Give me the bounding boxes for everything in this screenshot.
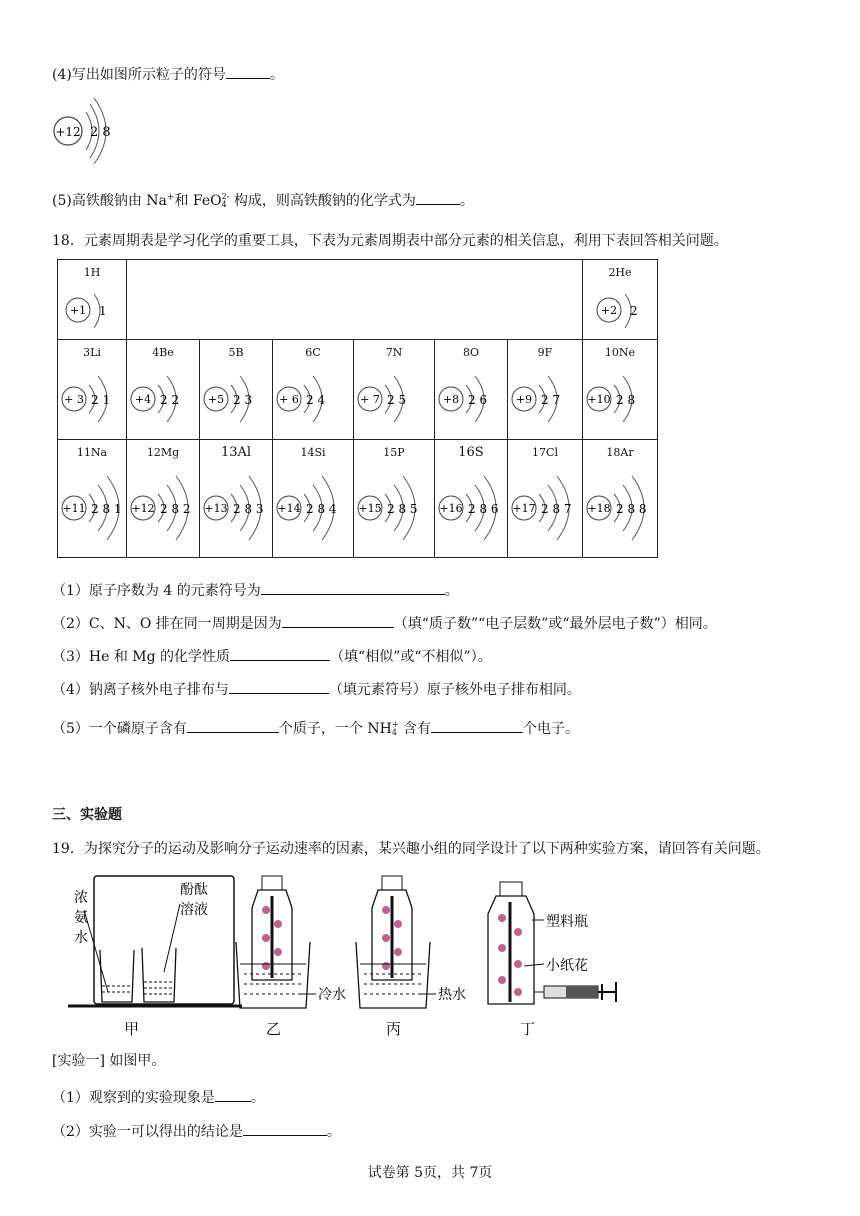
text: （填“质子数”“电子层数”或“最外层电子数”）相同。: [393, 616, 717, 632]
empty-cell: [127, 260, 583, 340]
element-cell: [583, 340, 658, 440]
nucleus-label: +8: [442, 393, 460, 406]
svg-text:1: 1: [99, 304, 107, 318]
atom-diagram: [584, 466, 654, 550]
nucleus-label: +11: [62, 502, 86, 515]
text: （4）钠离子核外电子排布与: [52, 682, 229, 698]
q18-1: [52, 580, 459, 600]
element-cell: [58, 260, 127, 340]
element-cell: [200, 340, 273, 440]
answer-blank[interactable]: [416, 192, 460, 205]
element-name: 18Ar: [606, 446, 634, 459]
answer-blank[interactable]: [230, 648, 330, 661]
text: （1）观察到的实验现象是: [52, 1090, 215, 1106]
atom-diagram: [584, 366, 654, 432]
text: （填元素符号）原子核外电子排布相同。: [328, 682, 581, 698]
svg-text:2: 2: [630, 304, 638, 318]
section-title: 三、实验题: [52, 807, 122, 823]
label-ammonia-1: 浓: [74, 890, 88, 906]
nucleus-label: +12: [131, 502, 155, 515]
apparatus-jia: [68, 876, 242, 1038]
nucleus-label: +15: [358, 502, 382, 515]
shell-labels: 2 8: [90, 125, 111, 140]
apparatus-bing: [356, 876, 466, 1038]
nucleus-label: +18: [587, 502, 611, 515]
nucleus-label: +4: [134, 393, 152, 406]
text: （2）C、N、O 排在同一周期是因为: [52, 616, 282, 632]
atom-diagram: [59, 466, 123, 550]
electron-labels: 2 8 8: [616, 502, 647, 516]
label-jia: 甲: [124, 1020, 140, 1038]
q18-5: [52, 718, 579, 738]
svg-text:+1: +1: [69, 304, 87, 317]
element-cell: [508, 340, 583, 440]
element-name: 17Cl: [532, 446, 558, 459]
nucleus-label: +9: [515, 393, 533, 406]
element-cell: [127, 440, 200, 558]
element-name: 4Be: [152, 346, 174, 359]
text: （1）原子序数为 4 的元素符号为: [52, 583, 261, 599]
element-name: 16S: [458, 445, 484, 460]
q19-stem: 19．为探究分子的运动及影响分子运动速率的因素，某兴趣小组的同学设计了以下两种实验方案，请回答有关问题。: [52, 841, 770, 857]
nucleus-label: +14: [277, 502, 301, 515]
punct: 。: [269, 67, 284, 83]
atom-diagram: [201, 466, 269, 550]
punct: 。: [459, 193, 474, 209]
text: （填“相似”或“不相似”）。: [330, 649, 492, 665]
q17-4-text: [52, 64, 284, 84]
element-cell: [508, 440, 583, 558]
q18-4: [52, 679, 581, 699]
element-cell: [58, 340, 127, 440]
label-plastic-bottle: 塑料瓶: [546, 914, 588, 930]
punct: 。: [250, 1090, 265, 1106]
element-name: 11Na: [76, 446, 108, 459]
superscript: +: [166, 192, 175, 203]
element-name: 13Al: [220, 445, 252, 460]
text: 和 FeO: [174, 193, 222, 209]
label-phenol-2: 溶液: [180, 902, 208, 918]
label-phenol-1: 酚酞: [180, 882, 208, 898]
exp1-q1: [52, 1087, 265, 1107]
atom-diagram: [62, 286, 122, 336]
page-footer: 试卷第 5页，共 7页: [367, 1165, 493, 1181]
apparatus-ding: [488, 882, 616, 1038]
element-name: 15P: [383, 446, 405, 459]
nucleus-label: +16: [439, 502, 463, 515]
electron-labels: 2 8 6: [468, 502, 499, 516]
question-text: (4)写出如图所示粒子的符号: [52, 67, 226, 83]
electron-labels: 2 3: [233, 393, 253, 407]
atom-diagram: [355, 366, 431, 432]
nucleus-label: +10: [587, 393, 611, 406]
electron-labels: 2 6: [468, 393, 488, 407]
nucleus-label: + 3: [64, 393, 84, 406]
element-cell: [435, 440, 508, 558]
label-paper-flower: 小纸花: [546, 958, 588, 974]
element-name: 7N: [385, 346, 403, 359]
element-cell: [200, 440, 273, 558]
electron-labels: 2 8 1: [91, 502, 122, 516]
atom-diagram: [436, 466, 504, 550]
periodic-table: [57, 259, 658, 558]
text: （3）He 和 Mg 的化学性质: [52, 649, 231, 665]
element-cell: [273, 440, 354, 558]
superscript: 2-: [221, 192, 230, 201]
answer-blank[interactable]: [187, 720, 279, 733]
text: (5)高铁酸钠由 Na: [52, 193, 167, 209]
text: 含有: [398, 721, 431, 737]
electron-labels: 2 5: [387, 393, 407, 407]
answer-blank[interactable]: [431, 720, 523, 733]
element-name: 1H: [83, 266, 101, 279]
atom-diagram: [128, 466, 196, 550]
element-cell: [354, 440, 435, 558]
element-name: 14Si: [300, 446, 326, 459]
atom-diagram: [128, 366, 196, 432]
answer-blank[interactable]: [282, 615, 394, 628]
label-ammonia-3: 水: [74, 930, 88, 946]
atom-diagram: [509, 366, 579, 432]
text: （2）实验一可以得出的结论是: [52, 1124, 243, 1140]
text: （5）一个磷原子含有: [52, 721, 187, 737]
element-name: 2He: [608, 266, 632, 279]
subscript: 4: [391, 728, 397, 737]
answer-blank[interactable]: [215, 1089, 251, 1102]
electron-labels: 2 8 2: [160, 502, 191, 516]
answer-blank[interactable]: [261, 582, 445, 595]
atom-diagram: [355, 466, 431, 550]
q18-2: [52, 613, 717, 633]
apparatus-yi: [236, 876, 346, 1038]
electron-labels: 2 4: [306, 393, 326, 407]
nucleus-label: +5: [207, 393, 225, 406]
element-cell: [583, 260, 658, 340]
text: 个质子，一个 NH: [278, 721, 392, 737]
atom-diagram: [509, 466, 579, 550]
subscript: 4: [221, 200, 227, 209]
text: 个电子。: [523, 721, 579, 737]
electron-labels: 2 8 7: [541, 502, 572, 516]
element-cell: [273, 340, 354, 440]
q18-3: [52, 646, 492, 666]
q18-stem: 18．元素周期表是学习化学的重要工具，下表为元素周期表中部分元素的相关信息，利用下表回答相关问题。: [52, 233, 728, 249]
label-ammonia-2: 氨: [74, 910, 88, 926]
element-cell: [583, 440, 658, 558]
punct: 。: [326, 1124, 341, 1140]
nucleus-label: +13: [204, 502, 228, 515]
atom-diagram: [201, 366, 269, 432]
element-name: 9F: [537, 346, 553, 359]
atom-diagram: [593, 286, 653, 336]
element-cell: [127, 340, 200, 440]
electron-labels: 2 8 4: [306, 502, 337, 516]
element-cell: [58, 440, 127, 558]
answer-blank[interactable]: [229, 681, 329, 694]
text: 构成，则高铁酸钠的化学式为: [229, 193, 416, 209]
atom-structure-mg-ion: [50, 96, 140, 168]
answer-blank[interactable]: [226, 66, 270, 79]
nucleus-label: +12: [55, 125, 81, 139]
element-name: 12Mg: [146, 446, 180, 459]
element-cell: [435, 340, 508, 440]
superscript: +: [391, 720, 399, 729]
experiment-figure: [60, 868, 640, 1040]
punct: 。: [444, 583, 459, 599]
atom-diagram: [59, 366, 123, 432]
svg-text:+2: +2: [600, 304, 618, 317]
atom-diagram: [436, 366, 504, 432]
electron-labels: 2 8: [616, 393, 636, 407]
element-name: 8O: [462, 346, 480, 359]
atom-diagram: [274, 366, 350, 432]
label-hot-water: 热水: [438, 987, 466, 1003]
electron-labels: 2 8 3: [233, 502, 264, 516]
label-ding: 丁: [520, 1020, 536, 1038]
label-yi: 乙: [266, 1020, 282, 1038]
nucleus-label: + 6: [279, 393, 299, 406]
electron-labels: 2 1: [91, 393, 111, 407]
label-cold-water: 冷水: [318, 987, 346, 1003]
element-name: 5B: [228, 346, 244, 359]
electron-labels: 2 7: [541, 393, 561, 407]
element-cell: [354, 340, 435, 440]
label-bing: 丙: [386, 1020, 402, 1038]
element-name: 3Li: [83, 346, 101, 359]
element-name: 10Ne: [604, 346, 636, 359]
element-name: 6C: [305, 346, 321, 359]
nucleus-label: +17: [512, 502, 536, 515]
electron-labels: 2 8 5: [387, 502, 418, 516]
atom-diagram: [274, 466, 350, 550]
answer-blank[interactable]: [243, 1123, 327, 1136]
exp1-title: [实验一] 如图甲。: [52, 1053, 166, 1069]
q17-5-text: [52, 190, 474, 210]
nucleus-label: + 7: [360, 393, 380, 406]
electron-labels: 2 2: [160, 393, 180, 407]
exp1-q2: [52, 1121, 341, 1141]
